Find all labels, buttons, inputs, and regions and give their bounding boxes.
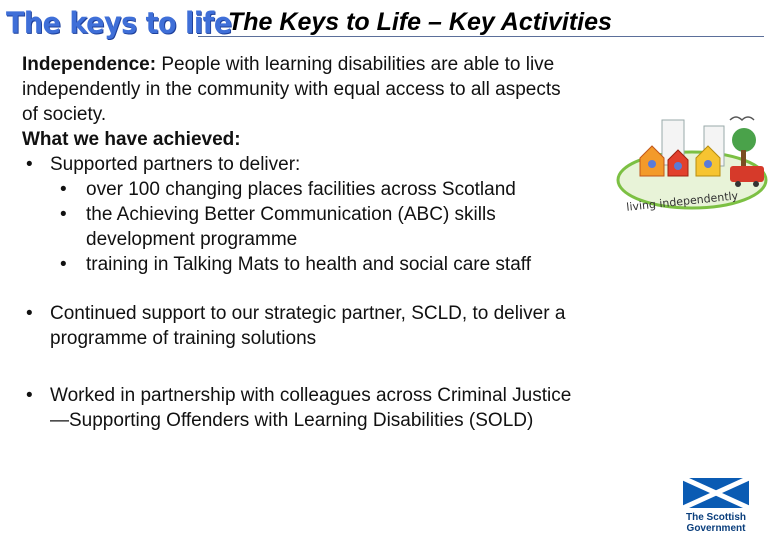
achieved-heading: What we have achieved:	[22, 129, 241, 150]
sub-bullet-changing-places: • over 100 changing places facilities across Scotland	[60, 179, 516, 200]
page-title: The Keys to Life – Key Activities	[228, 8, 612, 36]
intro-label: Independence:	[22, 54, 157, 75]
bullet-criminal-justice-continued: —Supporting Offenders with Learning Disabilities (SOLD)	[50, 410, 534, 431]
bullet-dot: •	[60, 179, 67, 200]
bullet-scld-support: • Continued support to our strategic partner, SCLD, to deliver a	[26, 303, 566, 324]
intro-text-1: People with learning disabilities are able to live	[156, 54, 555, 75]
intro-line-1	[22, 52, 742, 77]
scottish-government-logo	[665, 478, 767, 534]
title-underline	[198, 36, 764, 37]
gov-logo-line1: The Scottish	[685, 512, 747, 523]
gov-logo-line2: Government	[686, 523, 746, 534]
keys-to-life-logo: The keys to life	[6, 6, 232, 40]
bullet-dot: •	[60, 204, 67, 225]
illustration-caption: living independently	[625, 189, 739, 214]
intro-line-3: of society.	[22, 104, 107, 125]
living-independently-illustration	[612, 110, 772, 215]
bullet-scld-continued: programme of training solutions	[50, 328, 317, 349]
bullet-dot: •	[26, 154, 33, 175]
sub-bullet-talking-mats: • training in Talking Mats to health and social care staff	[60, 254, 531, 275]
intro-line-2: independently in the community with equal access to all aspects	[22, 79, 561, 100]
bullet-dot: •	[60, 254, 67, 275]
bullet-criminal-justice: • Worked in partnership with colleagues across Criminal Justice	[26, 385, 572, 406]
bullet-dot: •	[26, 385, 33, 406]
sub-bullet-abc: • the Achieving Better Communication (ABC) skills	[60, 204, 496, 225]
bullet-supported-partners: • Supported partners to deliver:	[26, 154, 301, 175]
bullet-dot: •	[26, 303, 33, 324]
sub-bullet-abc-continued: development programme	[86, 229, 298, 250]
